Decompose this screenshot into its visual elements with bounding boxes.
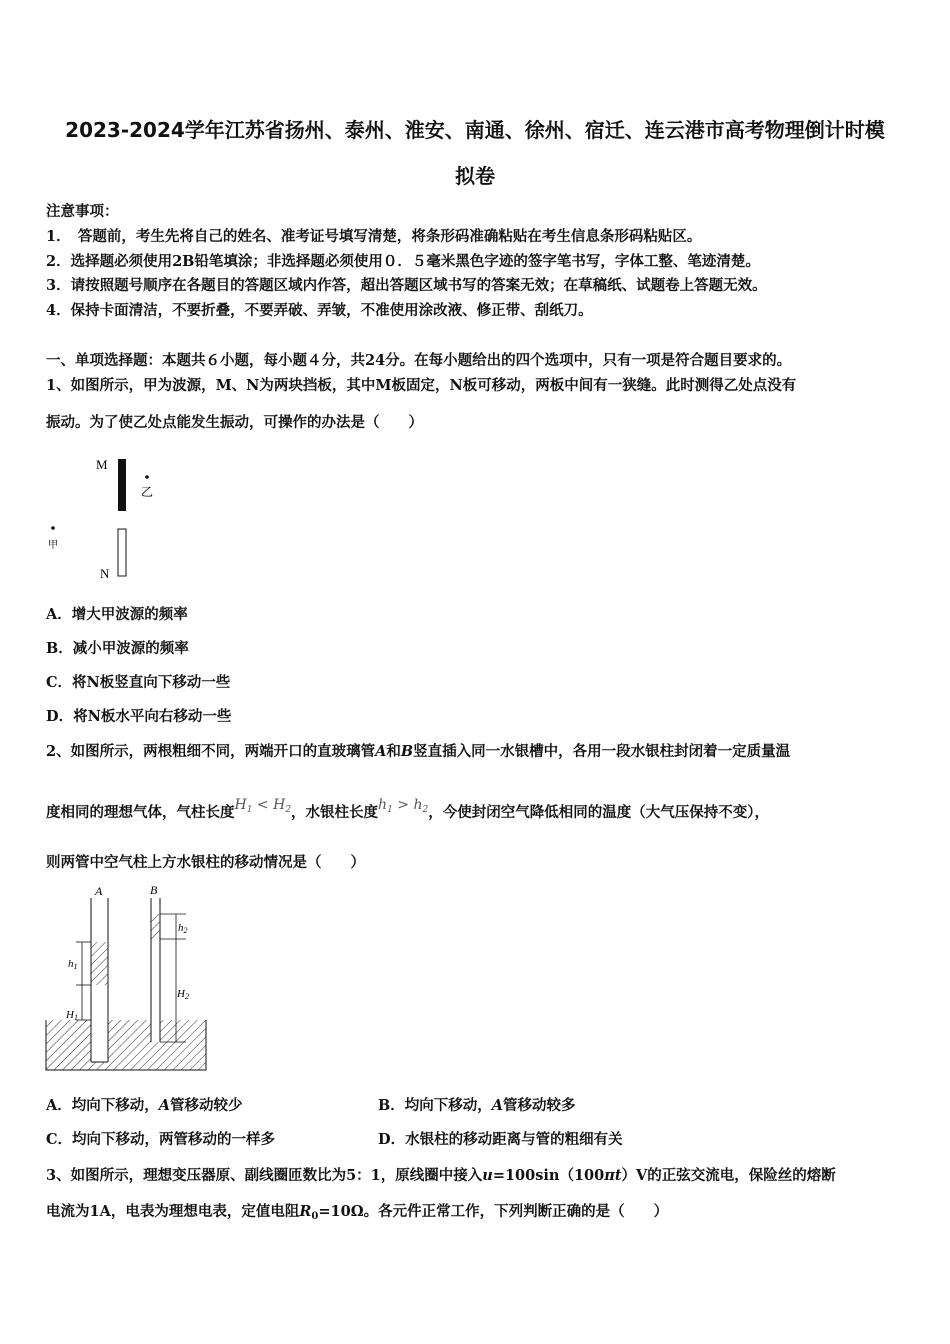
q2-option-c: C．均向下移动，两管移动的一样多 xyxy=(46,1131,276,1148)
q2-option-d: D．水银柱的移动距离与管的粗细有关 xyxy=(378,1131,623,1148)
q1-option-d: D．将N板水平向右移动一些 xyxy=(46,708,232,725)
q2-stem-line1: 2、如图所示，两根粗细不同，两端开口的直玻璃管A和B竖直插入同一水银槽中，各用一段水银柱封闭着一定质量温 xyxy=(46,743,791,760)
label-tube-b: B xyxy=(150,883,158,897)
label-h2: h2 xyxy=(178,922,188,935)
label-n: N xyxy=(100,566,110,581)
label-m: M xyxy=(96,457,108,472)
condition-gas-length: $H_1 < H_2$ xyxy=(234,797,292,815)
point-yi xyxy=(145,475,149,479)
q2-stem-line3: 则两管中空气柱上方水银柱的移动情况是（ ） xyxy=(46,854,365,871)
label-big-h2: H2 xyxy=(177,988,189,1001)
q1-figure xyxy=(44,452,174,584)
notice-heading: 注意事项： xyxy=(46,203,119,220)
q1-stem-line2: 振动。为了使乙处点能发生振动，可操作的办法是（ ） xyxy=(46,414,423,431)
q2-option-a: A．均向下移动，A管移动较少 xyxy=(46,1097,243,1114)
section-heading: 一、单项选择题：本题共６小题，每小题４分，共24分。在每小题给出的四个选项中，只有一项是符合题目要求的。 xyxy=(46,352,792,369)
plate-n xyxy=(118,529,126,576)
label-big-h1: H1 xyxy=(66,1009,78,1022)
label-jia: 甲 xyxy=(48,540,58,551)
notice-item-2: 2．选择题必须使用2B铅笔填涂；非选择题必须使用０．５毫米黑色字迹的签字笔书写，字体工整、笔迹清楚。 xyxy=(46,253,760,270)
q1-option-c: C．将N板竖直向下移动一些 xyxy=(46,674,231,691)
label-h1: h1 xyxy=(68,958,78,971)
q2-figure xyxy=(40,880,215,1080)
label-yi: 乙 xyxy=(141,485,154,499)
q2-stem-line2: 度相同的理想气体，气柱长度$H_1 < H_2$，水银柱长度$h_1 > h_2$，今使封闭空气降低相同的温度（大气压保持不变）， xyxy=(46,797,769,821)
page-title-continued: 拟卷 xyxy=(455,164,495,188)
tube-b-mercury xyxy=(151,914,160,939)
mercury-trough xyxy=(46,1020,206,1070)
notice-item-4: 4．保持卡面清洁，不要折叠，不要弄破、弄皱，不准使用涂改液、修正带、刮纸刀。 xyxy=(46,302,593,319)
q3-stem-line2: 电流为1A，电表为理想电表，定值电阻$R_0=10\Omega$。各元件正常工作，下列判断正确的是（ ） xyxy=(46,1203,669,1222)
label-tube-a: A xyxy=(95,884,103,898)
q3-stem-line1: 3、如图所示，理想变压器原、副线圈匝数比为5：1，原线圈中接入u=100sin（100πt）V的正弦交流电，保险丝的熔断 xyxy=(46,1167,836,1184)
page-title: 2023-2024学年江苏省扬州、泰州、淮安、南通、徐州、宿迁、连云港市高考物理倒计时模 xyxy=(65,118,885,142)
plate-m xyxy=(118,459,126,511)
condition-mercury-length: $h_1 > h_2$ xyxy=(378,797,429,815)
q1-option-b: B．减小甲波源的频率 xyxy=(46,640,189,657)
tube-a-mercury xyxy=(91,942,108,985)
notice-item-3: 3．请按照题号顺序在各题目的答题区域内作答，超出答题区域书写的答案无效；在草稿纸、试题卷上答题无效。 xyxy=(46,277,767,294)
q2-option-b: B．均向下移动，A管移动较多 xyxy=(378,1097,576,1114)
q1-stem-line1: 1、如图所示，甲为波源，M、N为两块挡板，其中M板固定，N板可移动，两板中间有一狭缝。此时测得乙处点没有 xyxy=(46,377,797,394)
notice-item-1: 1． 答题前，考生先将自己的姓名、准考证号填写清楚，将条形码准确粘贴在考生信息条形码粘贴区。 xyxy=(46,228,702,245)
point-jia xyxy=(51,526,55,530)
q1-option-a: A．增大甲波源的频率 xyxy=(46,606,188,623)
tube-a-air xyxy=(91,985,108,1062)
